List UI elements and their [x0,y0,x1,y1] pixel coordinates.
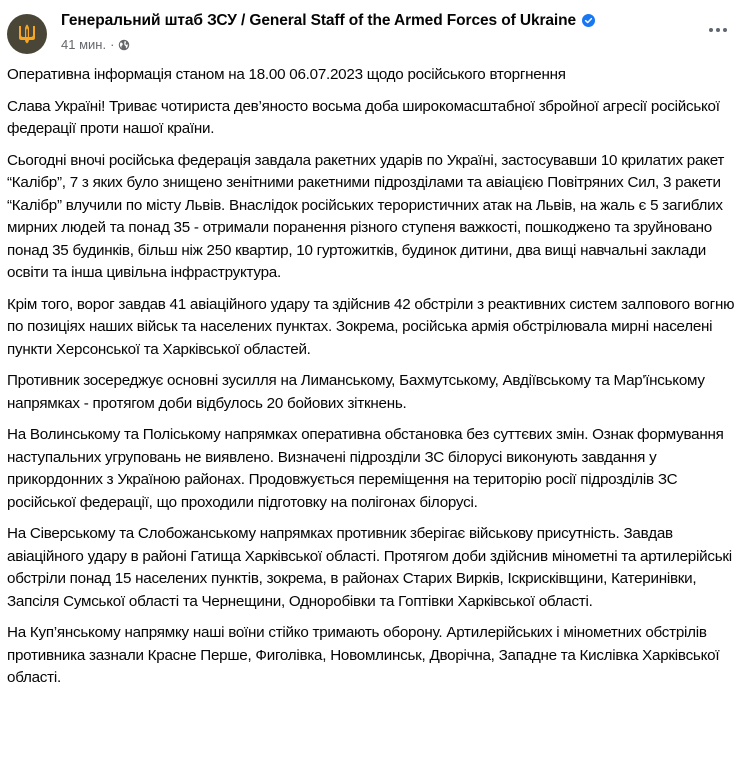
trident-icon [18,24,36,44]
globe-icon[interactable] [118,39,130,51]
more-options-button[interactable] [706,22,730,38]
post-paragraph: На Куп’янському напрямку наші воїни стійко тримають оборону. Артилерійських і мінометних обстрілів противника зазнали Красне Перше, Фиголівка, Новомлинськ, Дворічна, Западне та Кислівка Харківської області. [7,624,720,686]
post-paragraph: Крім того, ворог завдав 41 авіаційного удару та здійснив 42 обстріли з реактивних систем залпового вогню по позиціях наших військ та населених пунктах. Зокрема, російська армія обстрілювала мирні населені пункти Херсонської та Харківської областей. [7,295,735,358]
post-header [0,0,746,64]
verified-badge-icon [582,14,595,27]
post-paragraph: На Волинському та Поліському напрямках оперативна обстановка без суттєвих змін. Ознак формування наступальних угруповань не виявлено. Визначені підрозділи ЗС білорусі виконують завдання у прикордонних з Україною районах. Продовжується переміщення на територію росії підрозділів ЗС російської федерації, що проходили підготовку на полігонах білорусі. [7,426,724,511]
post-paragraph: Слава Україні! Триває чотириста дев’яносто восьма доба широкомасштабної збройної агресії російської федерації проти нашої країни. [7,97,720,137]
post-paragraph: На Сіверському та Слобожанському напрямках противник зберігає військову присутність. Завдав авіаційного удару в районі Гатища Харківської області. Протягом доби здійснив мінометні та артилерійські обстріли понад 15 населених пунктів, зокрема, в районах Старих Вирків, Іскрисківщини, Катеринівки, Запсіля Сумської області та Чернещини, Одноробівки та Гоптівки Харківської області. [7,525,732,610]
post-paragraph: Сьогодні вночі російська федерація завдала ракетних ударів по Україні, застосувавши 10 крилатих ракет “Калібр”, 7 з яких було знищено зенітними ракетними підрозділами та авіацією Повітряних Сил, 3 ракети “Калібр” влучили по місту Львів. Внаслідок російських терористичних атак на Львів, на жаль є 5 загиблих мирних людей та понад 35 - отримали поранення різного ступеня важкості, пошкоджено та зруйновано понад 35 будинків, більш ніж 250 квартир, 10 гуртожитків, будинок дитини, два вищі навчальні заклади освіти та інша цивільна інфраструктура. [7,151,725,281]
post-title: Оперативна інформація станом на 18.00 06.07.2023 щодо російського вторгнення [7,66,566,83]
avatar[interactable] [7,14,47,54]
post-meta [61,37,130,52]
post-paragraph: Противник зосереджує основні зусилля на Лиманському, Бахмутському, Авдіївському та Мар'їнському напрямках - протягом доби відбулось 20 бойових зіткнень. [7,372,705,412]
post-body [0,64,746,690]
author-name-text[interactable]: Генеральний штаб ЗСУ / General Staff of the Armed Forces of Ukraine [61,12,577,29]
post-timestamp[interactable]: 41 мин. [61,37,107,52]
author-name[interactable] [61,12,595,30]
more-dot-icon [709,28,713,32]
meta-separator: · [110,37,115,52]
more-dot-icon [723,28,727,32]
more-dot-icon [716,28,720,32]
